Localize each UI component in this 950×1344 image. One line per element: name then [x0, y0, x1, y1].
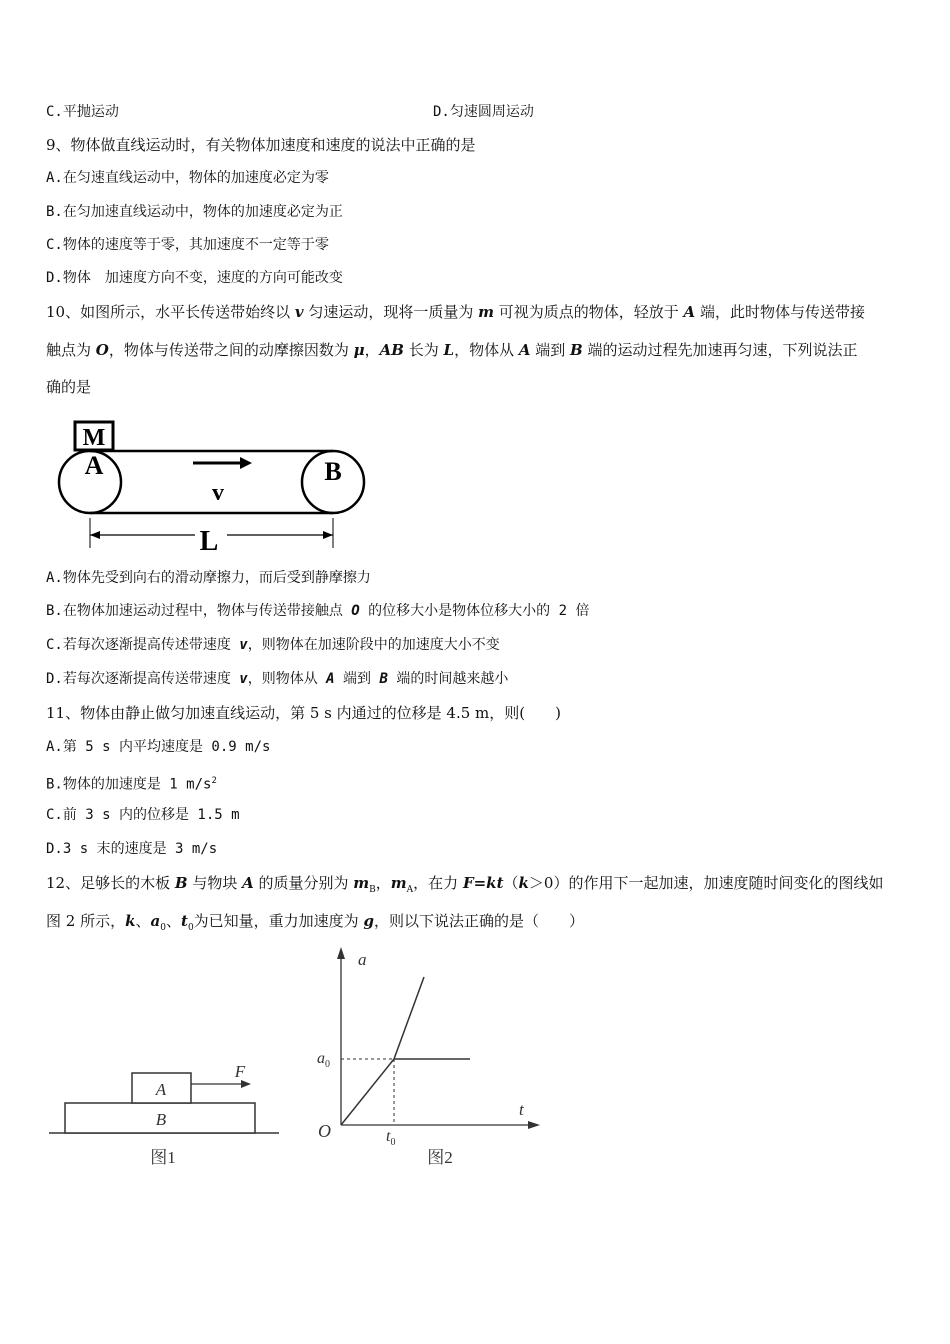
q10-stem-line-3: 确的是	[46, 378, 92, 396]
q8-option-c: C.平抛运动	[46, 104, 119, 120]
force-label: F	[234, 1062, 246, 1081]
q10-stem-line-2: 触点为 O，物体与传送带之间的动摩擦因数为 μ，AB 长为 L，物体从 A 端到 B 端的运动过程先加速再匀速，下列说法正	[46, 341, 858, 359]
q10-option-b: B.在物体加速运动过程中，物体与传送带接触点 O 的位移大小是物体位移大小的 2 倍	[46, 603, 590, 619]
q11-stem: 11、物体由静止做匀加速直线运动，第 5 s 内通过的位移是 4.5 m，则( )	[46, 704, 561, 722]
figure-1-blocks	[45, 1055, 285, 1180]
q11-option-c: C.前 3 s 内的位移是 1.5 m	[46, 807, 240, 823]
conveyor-belt-figure	[50, 418, 380, 558]
q10-stem-line-1: 10、如图所示，水平长传送带始终以 v 匀速运动，现将一质量为 m 可视为质点的物体，轻放于 A 端，此时物体与传送带接	[46, 303, 865, 321]
q9-stem: 9、物体做直线运动时，有关物体加速度和速度的说法中正确的是	[46, 136, 476, 154]
q11-option-d: D.3 s 末的速度是 3 m/s	[46, 841, 218, 857]
block-m-label: M	[82, 425, 106, 451]
q12-stem-line-1: 12、足够长的木板 B 与物块 A 的质量分别为 $m_B$，$m_A$，在力 F=kt（k＞0）的作用下一起加速，加速度随时间变化的图线如	[46, 874, 884, 895]
origin-label: O	[318, 1121, 331, 1141]
q8-option-d: D.匀速圆周运动	[433, 104, 534, 120]
q9-option-a: A.在匀速直线运动中，物体的加速度必定为零	[46, 170, 329, 186]
t0-label: $t_0$	[386, 1128, 396, 1148]
figure-2-acceleration-graph	[312, 945, 552, 1175]
figure-1-caption: 图1	[150, 1148, 176, 1167]
block-a-label: A	[155, 1080, 167, 1099]
length-label: L	[199, 526, 219, 557]
q10-option-c: C.若每次逐渐提高传述带速度 v，则物体在加速阶段中的加速度大小不变	[46, 637, 500, 653]
q12-stem-line-2: 图 2 所示，k、$a_0$、$t_0$为已知量，重力加速度为 g，则以下说法正确的是（ ）	[46, 912, 584, 933]
board-b-label: B	[155, 1110, 167, 1129]
velocity-label: v	[212, 480, 224, 506]
q9-option-b: B.在匀加速直线运动中，物体的加速度必定为正	[46, 204, 343, 220]
q10-option-d: D.若每次逐渐提高传送带速度 v，则物体从 A 端到 B 端的时间越来越小	[46, 671, 509, 687]
graph-common-segment	[341, 1059, 394, 1125]
x-axis-label: t	[519, 1100, 524, 1119]
q11-option-b: B.物体的加速度是 1 $m/s^2$	[46, 776, 217, 793]
a0-label: $a_0$	[317, 1050, 330, 1070]
roller-b-label: B	[324, 457, 342, 486]
q11-option-a: A.第 5 s 内平均速度是 0.9 m/s	[46, 739, 271, 755]
q9-option-d: D.物体 加速度方向不变，速度的方向可能改变	[46, 270, 343, 286]
y-axis-label: a	[358, 950, 367, 969]
roller-a-label: A	[84, 451, 104, 480]
q10-option-a: A.物体先受到向右的滑动摩擦力，而后受到静摩擦力	[46, 570, 371, 586]
q9-option-c: C.物体的速度等于零，其加速度不一定等于零	[46, 237, 329, 253]
figure-2-caption: 图2	[427, 1148, 453, 1167]
graph-steep-segment	[394, 977, 424, 1059]
